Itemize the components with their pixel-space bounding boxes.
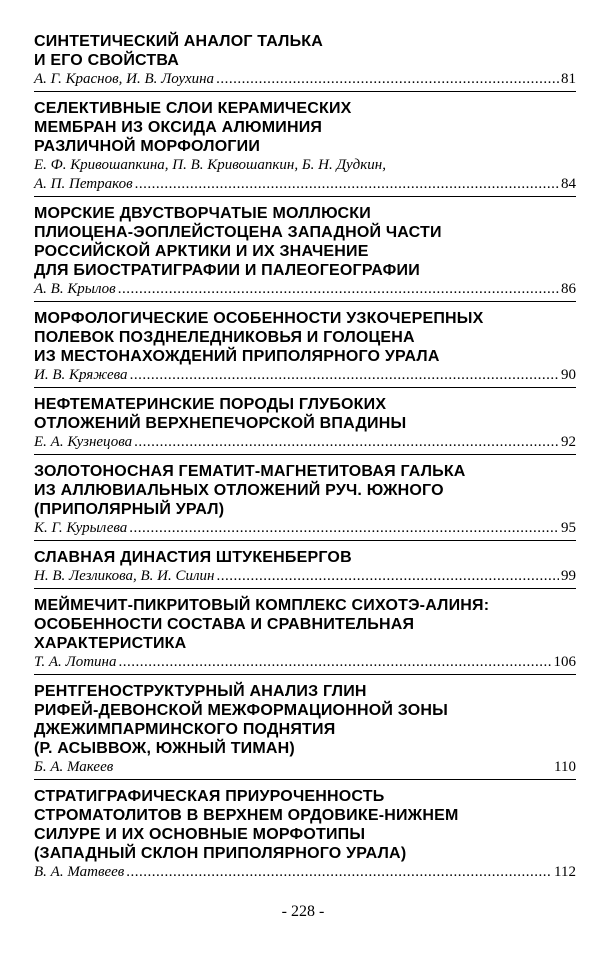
toc-entry [34,32,576,92]
article-title-line: ИЗ АЛЛЮВИАЛЬНЫХ ОТЛОЖЕНИЙ РУЧ. ЮЖНОГО [34,482,444,499]
article-authors: Н. В. Лезликова, В. И. Силин [34,568,215,584]
author-row [34,567,576,586]
article-title-line: ОТЛОЖЕНИЙ ВЕРХНЕПЕЧОРСКОЙ ВПАДИНЫ [34,415,407,432]
article-authors: К. Г. Курылева [34,520,128,536]
toc-entry [34,395,576,455]
page-ref: 92 [561,434,576,450]
article-authors: Т. А. Лотина [34,654,117,670]
article-title-line: (ПРИПОЛЯРНЫЙ УРАЛ) [34,501,225,518]
author-row [34,653,576,672]
dot-leader [118,280,559,299]
author-row [34,863,576,882]
author-row [34,280,576,299]
article-authors: А. П. Петраков [34,176,133,192]
toc-entry [34,204,576,302]
article-title-line: ИЗ МЕСТОНАХОЖДЕНИЙ ПРИПОЛЯРНОГО УРАЛА [34,348,440,365]
article-title-line: СИНТЕТИЧЕСКИЙ АНАЛОГ ТАЛЬКА [34,33,324,50]
article-title-line: ДЛЯ БИОСТРАТИГРАФИИ И ПАЛЕОГЕОГРАФИИ [34,262,420,279]
article-title-line: СЛАВНАЯ ДИНАСТИЯ ШТУКЕНБЕРГОВ [34,549,352,566]
page-number-footer: - 228 - [281,903,325,920]
toc-entry [34,462,576,541]
article-title-line: МЕМБРАН ИЗ ОКСИДА АЛЮМИНИЯ [34,119,323,136]
page-ref: 81 [561,71,576,87]
page-ref: 106 [553,654,576,670]
article-authors: Е. Ф. Кривошапкина, П. В. Кривошапкин, Б. Н. Дудкин, [34,157,386,173]
dot-leader [216,70,559,89]
table-of-contents [34,32,576,891]
page-ref: 99 [561,568,576,584]
toc-entry [34,99,576,197]
dot-leader [216,567,559,586]
article-title-line: РЕНТГЕНОСТРУКТУРНЫЙ АНАЛИЗ ГЛИН [34,683,367,700]
article-title-line: ЗОЛОТОНОСНАЯ ГЕМАТИТ-МАГНЕТИТОВАЯ ГАЛЬКА [34,463,466,480]
article-title-line: (ЗАПАДНЫЙ СКЛОН ПРИПОЛЯРНОГО УРАЛА) [34,845,407,862]
dot-leader [126,863,552,882]
article-title-line: РОССИЙСКОЙ АРКТИКИ И ИХ ЗНАЧЕНИЕ [34,243,369,260]
toc-entry [34,787,576,884]
article-title-line: (Р. АСЫВВОЖ, ЮЖНЫЙ ТИМАН) [34,740,295,757]
article-title-line: РИФЕЙ-ДЕВОНСКОЙ МЕЖФОРМАЦИОННОЙ ЗОНЫ [34,702,448,719]
page-ref: 84 [561,176,576,192]
page-ref: 112 [554,864,576,880]
article-authors: А. Г. Краснов, И. В. Лоухина [34,71,215,87]
page-ref: 90 [561,367,576,383]
page-ref: 95 [561,520,576,536]
author-row [34,156,576,175]
toc-entry [34,596,576,675]
author-row [34,433,576,452]
article-authors: Б. А. Макеев [34,759,114,775]
article-title-line: МОРФОЛОГИЧЕСКИЕ ОСОБЕННОСТИ УЗКОЧЕРЕПНЫХ [34,310,484,327]
toc-entry [34,309,576,388]
author-row [34,175,576,194]
page-ref: 110 [554,759,576,775]
author-row [34,519,576,538]
article-title-line: НЕФТЕМАТЕРИНСКИЕ ПОРОДЫ ГЛУБОКИХ [34,396,387,413]
article-authors: А. В. Крылов [34,281,116,297]
toc-entry [34,548,576,589]
article-authors: Е. А. Кузнецова [34,434,133,450]
author-row [34,758,576,777]
toc-entry [34,682,576,780]
article-authors: В. А. Матвеев [34,864,125,880]
article-title-line: СТРОМАТОЛИТОВ В ВЕРХНЕМ ОРДОВИКЕ-НИЖНЕМ [34,807,459,824]
dot-leader [134,433,559,452]
article-title-line: ПОЛЕВОК ПОЗДНЕЛЕДНИКОВЬЯ И ГОЛОЦЕНА [34,329,415,346]
article-title-line: СТРАТИГРАФИЧЕСКАЯ ПРИУРОЧЕННОСТЬ [34,788,385,805]
dot-leader [130,366,559,385]
article-title-line: РАЗЛИЧНОЙ МОРФОЛОГИИ [34,138,261,155]
article-title-line: МОРСКИЕ ДВУСТВОРЧАТЫЕ МОЛЛЮСКИ [34,205,371,222]
article-title-line: И ЕГО СВОЙСТВА [34,52,180,69]
article-title-line: ДЖЕЖИМПАРМИНСКОГО ПОДНЯТИЯ [34,721,336,738]
author-row [34,70,576,89]
dot-leader [135,175,559,194]
article-title-line: СЕЛЕКТИВНЫЕ СЛОИ КЕРАМИЧЕСКИХ [34,100,352,117]
page-ref: 86 [561,281,576,297]
author-row [34,366,576,385]
article-title-line: ХАРАКТЕРИСТИКА [34,635,187,652]
article-authors: И. В. Кряжева [34,367,128,383]
dot-leader [119,653,552,672]
article-title-line: ОСОБЕННОСТИ СОСТАВА И СРАВНИТЕЛЬНАЯ [34,616,415,633]
dot-leader [129,519,559,538]
article-title-line: ПЛИОЦЕНА-ЭОПЛЕЙСТОЦЕНА ЗАПАДНОЙ ЧАСТИ [34,224,442,241]
article-title-line: МЕЙМЕЧИТ-ПИКРИТОВЫЙ КОМПЛЕКС СИХОТЭ-АЛИНЯ: [34,597,490,614]
article-title-line: СИЛУРЕ И ИХ ОСНОВНЫЕ МОРФОТИПЫ [34,826,366,843]
